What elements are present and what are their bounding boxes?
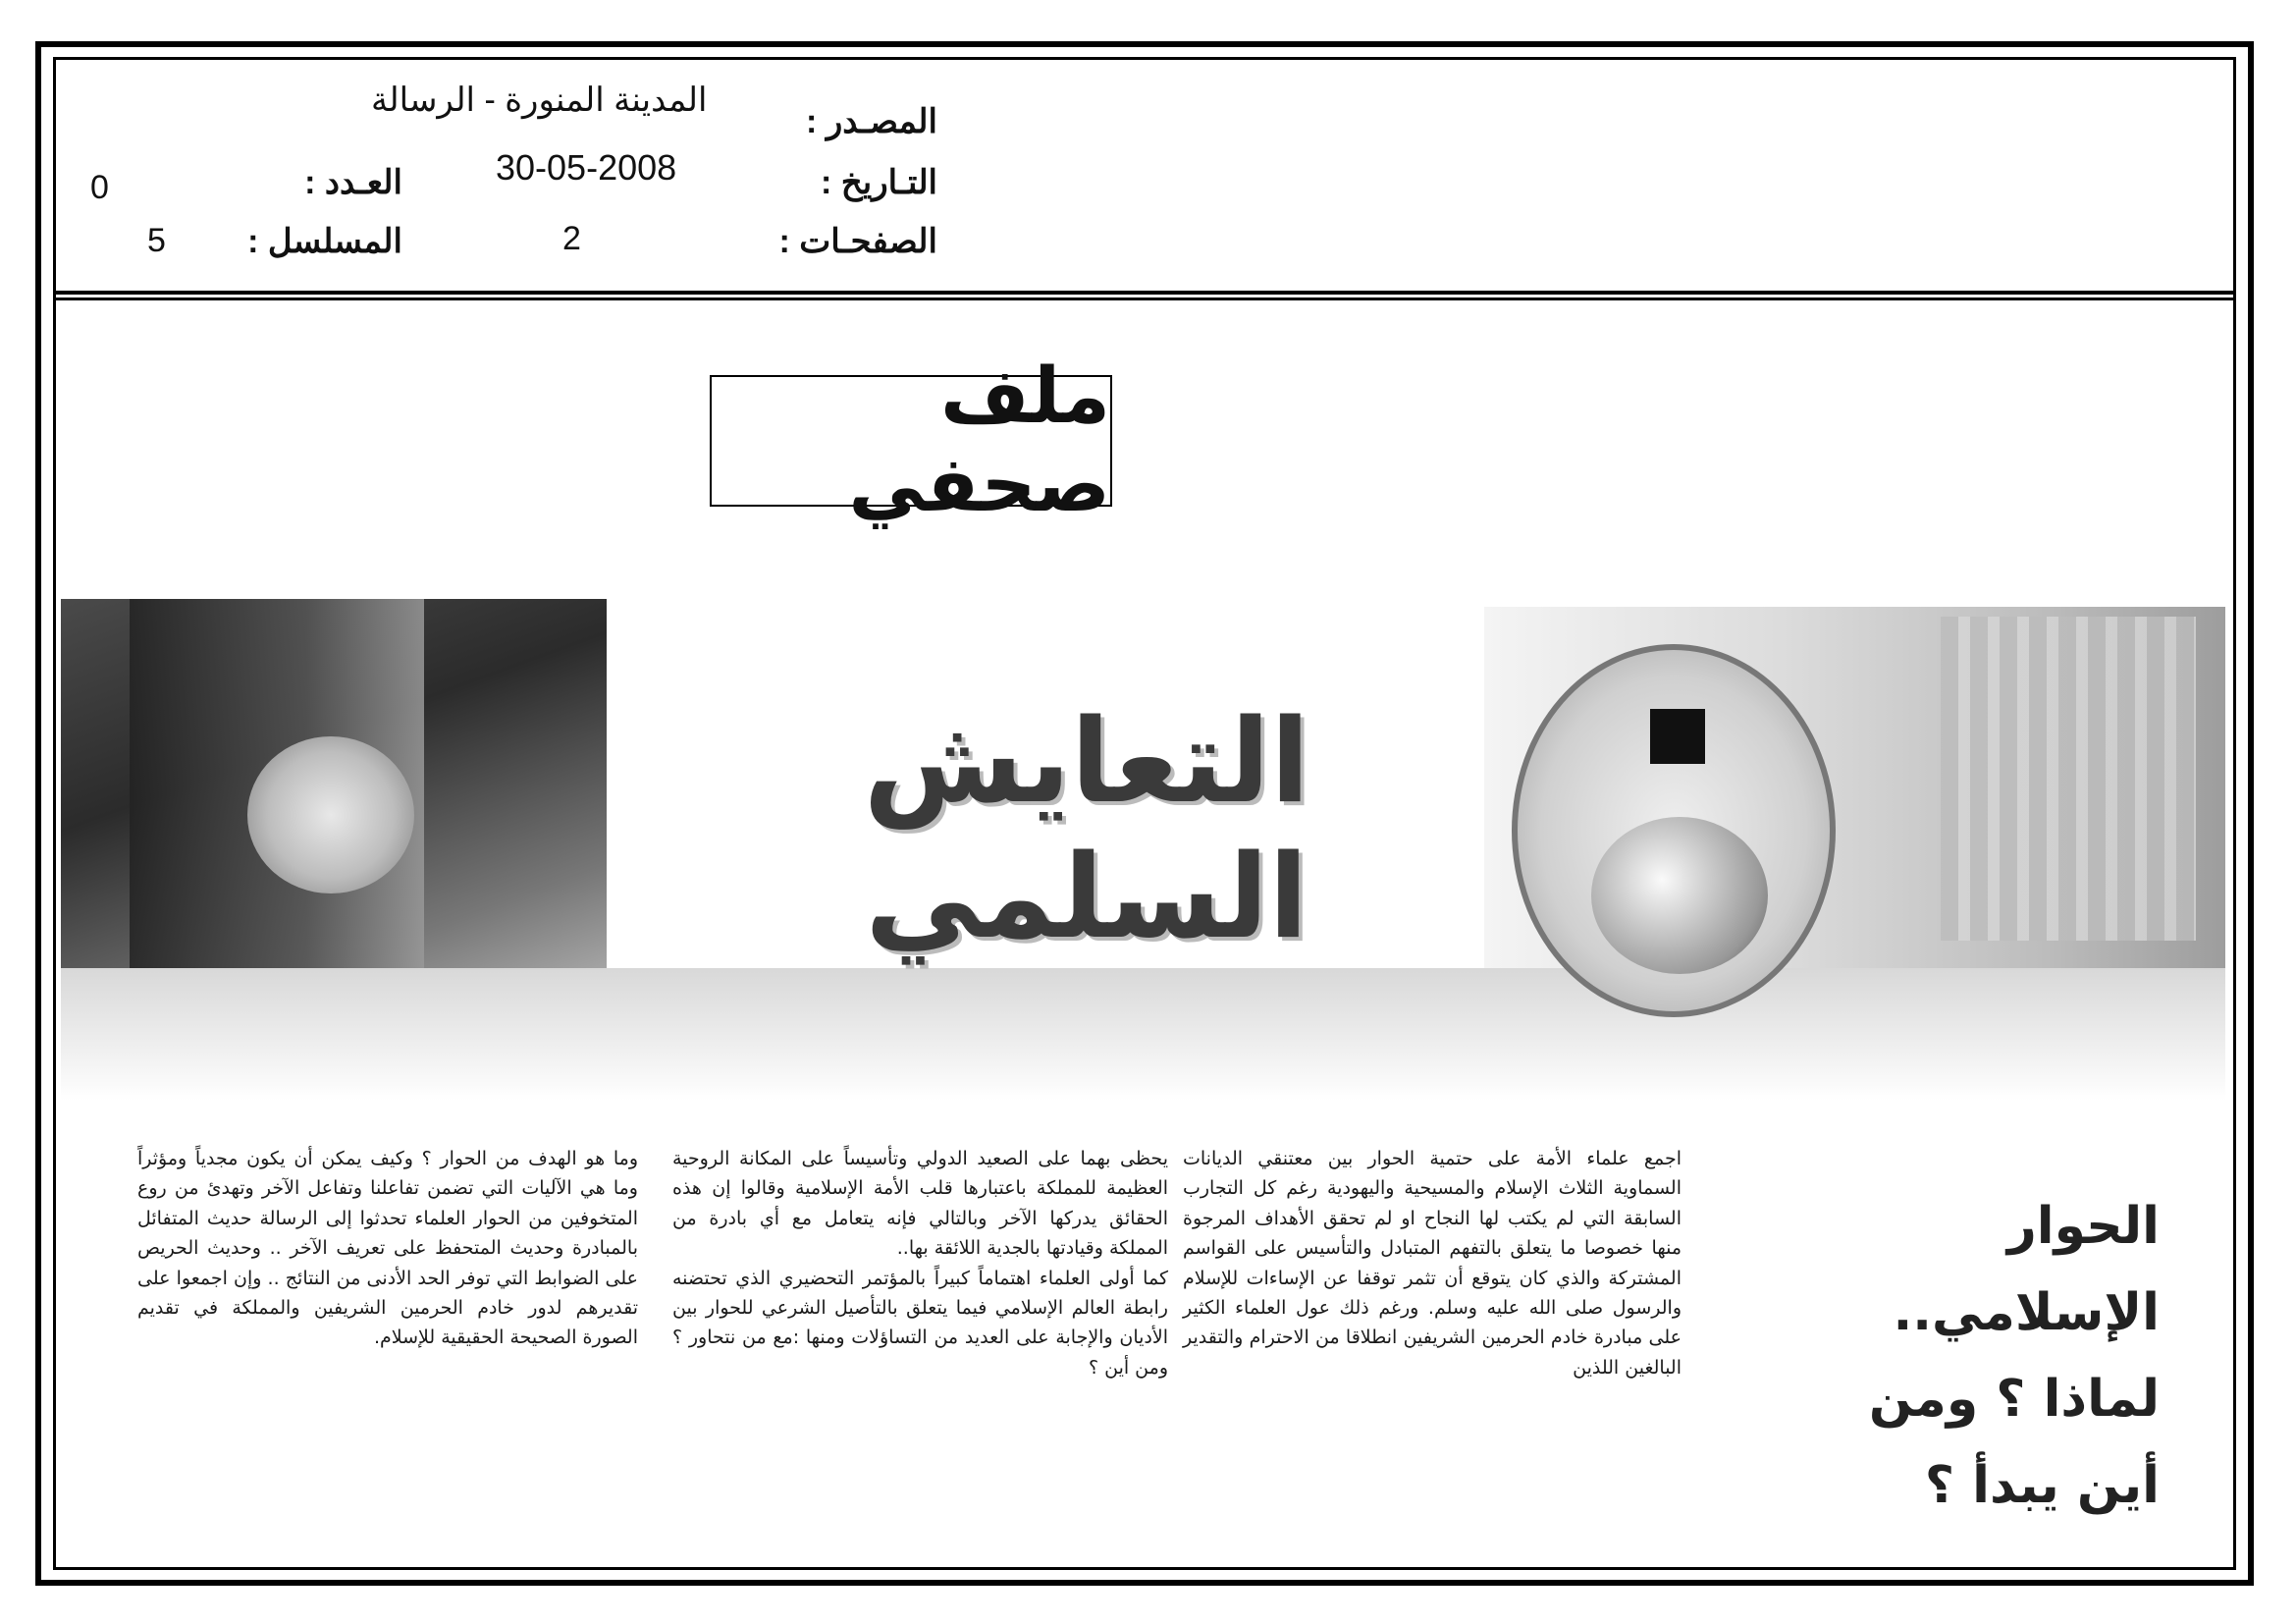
article-title-line2: لماذا ؟ ومن أين يبدأ ؟ [1868,1370,2160,1515]
article-column-2 [672,1144,1168,1382]
conference-seal-icon [1512,644,1836,1017]
issue-label: العـدد : [304,164,402,201]
article-column-3 [137,1144,638,1353]
column-1-text: اجمع علماء الأمة على حتمية الحوار بين معتنقي الديانات السماوية الثلاث الإسلام والمسيحية واليهودية رغم كل التجارب السابقة التي لم يكتب لها النجاح او لم تحقق الأهداف المرجوة منها خصوصا ما يتعلق بالتفهم المتبادل والتأسيس على القواسم المشتركة والذي كان يتوقع أن تثمر توقفا عن الإساءات للإسلام والرسول صلى الله عليه وسلم. ورغم ذلك عول العلماء الكثير على مبادرة خادم الحرمين الشريفين انطلاقا من الاحترام والتقدير البالغين اللذين [1183,1148,1682,1379]
date-label: التـاريخ : [821,164,937,201]
pages-value: 2 [562,220,581,257]
globe-icon [1591,817,1768,974]
banner-fade [61,968,2225,1101]
column-2-para-1: يحظى بهما على الصعيد الدولي وتأسيساً على المكانة الروحية العظيمة للمملكة باعتبارها قلب الأمة الإسلامية وقالوا إن هذه الحقائق يدركها الآخر وبالتالي فإنه يتعامل مع أي بادرة من المملكة وقيادتها بالجدية اللائقة بها.. [672,1148,1168,1260]
source-label: المصـدر : [806,103,937,140]
banner-image [61,556,2225,1101]
banner-headline: التعايش السلمي [863,693,1310,964]
article-column-1 [1183,1144,1682,1382]
serial-value: 5 [147,222,166,259]
kaaba-icon [1650,709,1705,764]
serial-label: المسلسل : [247,223,402,260]
date-value: 30-05-2008 [496,147,677,188]
handshake-photo [61,599,607,982]
pages-label: الصفحـات : [778,223,937,260]
article-title [1801,1183,2160,1529]
article-title-line1: الحوار الإسلامي.. [1893,1197,2160,1342]
column-2-para-2: كما أولى العلماء اهتماماً كبيراً بالمؤتمر التحضيري الذي تحتضنه رابطة العالم الإسلامي فيما يتعلق بالتأصيل الشرعي للحوار بين الأديان والإجابة على العديد من التساؤلات ومنها :مع من نتحاور ؟ ومن أين ؟ [672,1267,1168,1379]
press-file-title: ملف صحفي [710,375,1112,507]
header-divider [53,291,2236,300]
source-value: المدينة المنورة - الرسالة [371,81,708,119]
clasped-hands [247,736,414,893]
column-3-text: وما هو الهدف من الحوار ؟ وكيف يمكن أن يكون مجدياً ومؤثراً وما هي الآليات التي تضمن تفاعلنا وتفاعل الآخر وتهدئ من روع المتخوفين من الحوار العلماء تحدثوا إلى الرسالة حديث المتفائل بالمبادرة وحديث المتحفظ على تعريف الآخر .. وحديث الحريص على الضوابط التي توفر الحد الأدنى من النتائج .. وإن اجمعوا على تقديرهم لدور خادم الحرمين الشريفين والمملكة في تقديم الصورة الصحيحة الحقيقية للإسلام. [137,1148,638,1349]
building-facade [1941,617,2196,941]
issue-value: 0 [90,169,109,206]
